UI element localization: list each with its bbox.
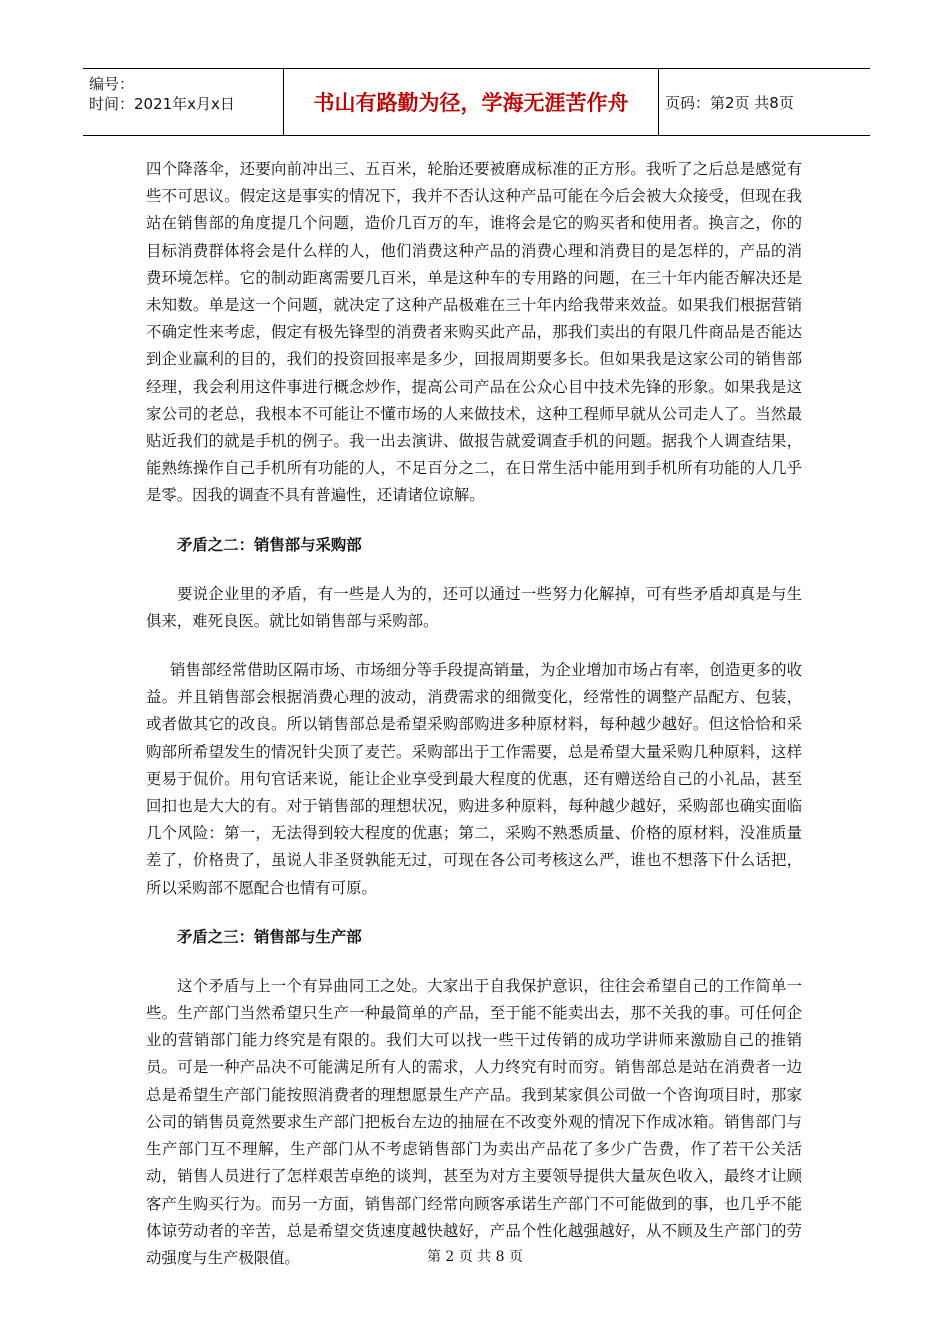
paragraph-2: 要说企业里的矛盾，有一些是人为的，还可以通过一些努力化解掉，可有些矛盾却真是与生俱来，难死良医。就比如销售部与采购部。 bbox=[146, 584, 802, 630]
paragraph-4: 这个矛盾与上一个有异曲同工之处。大家出于自我保护意识，往往会希望自己的工作简单一些。生产部门当然希望只生产一种最简单的产品，至于能不能卖出去，那不关我的事。可任何企业的营销部门能力终究是有限的。我们大可以找一些干过传销的成功学讲师来激励自己的推销员。可是一种产品决不可能满足所有人的需求，人力终究有时而穷。销售部总是站在消费者一边总是希望生产部门能按照消费者的理想愿景生产产品。我到某家俱公司做一个咨询项目时，那家公司的销售员竟然要求生产部门把板台左边的抽屉在不改变外观的情况下作成冰箱。销售部门与生产部门互不理解，生产部门从不考虑销售部门为卖出产品花了多少广告费，作了若干公关活动，销售人员进行了怎样艰苦卓绝的谈判，甚至为对方主要领导提供大量灰色收入，最终才让顾客产生购买行为。而另一方面，销售部门经常向顾客承诺生产部门不可能做到的事，也几乎不能体谅劳动者的辛苦，总是希望交货速度越快越好，产品个性化越强越好，从不顾及生产部门的劳动强度与生产极限值。 bbox=[146, 976, 802, 1267]
header-motto: 书山有路勤为径，学海无涯苦作舟 bbox=[284, 69, 659, 135]
document-body bbox=[146, 156, 802, 1272]
page-footer: 第 2 页 共 8 页 bbox=[426, 1249, 524, 1265]
header-meta-cell bbox=[83, 69, 284, 135]
header-page-label: 页码：第2页 共8页 bbox=[665, 93, 794, 112]
paragraph-1: 四个降落伞，还要向前冲出三、五百米，轮胎还要被磨成标准的正方形。我听了之后总是感觉有些不可思议。假定这是事实的情况下，我并不否认这种产品可能在今后会被大众接受，但现在我站在销售部的角度提几个问题，造价几百万的车，谁将会是它的购买者和使用者。换言之，你的目标消费群体将会是什么样的人，他们消费这种产品的消费心理和消费目的是怎样的，产品的消费环境怎样。它的制动距离需要几百米，单是这种车的专用路的问题，在三十年内能否解决还是未知数。单是这一个问题，就决定了这种产品极难在三十年内给我带来效益。如果我们根据营销不确定性来考虑，假定有极先锋型的消费者来购买此产品，那我们卖出的有限几件商品是否能达到企业赢利的目的，我们的投资回报率是多少，回报周期要多长。但如果我是这家公司的销售部经理，我会利用这件事进行概念炒作，提高公司产品在公众心目中技术先锋的形象。如果我是这家公司的老总，我根本不可能让不懂市场的人来做技术，这种工程师早就从公司走人了。当然最贴近我们的就是手机的例子。我一出去演讲、做报告就爱调查手机的问题。据我个人调查结果，能熟练操作自己手机所有功能的人，不足百分之二，在日常生活中能用到手机所有功能的人几乎是零。因我的调查不具有普遍性，还请诸位谅解。 bbox=[146, 160, 802, 505]
page-header bbox=[83, 68, 870, 136]
paragraph-3: 销售部经常借助区隔市场、市场细分等手段提高销量，为企业增加市场占有率，创造更多的收益。并且销售部会根据消费心理的波动，消费需求的细微变化，经常性的调整产品配方、包装，或者做其它的改良。所以销售部总是希望采购部购进多种原材料，每种越少越好。但这恰恰和采购部所希望发生的情况针尖顶了麦芒。采购部出于工作需要，总是希望大量采购几种原料，这样更易于侃价。用句官话来说，能让企业享受到最大程度的优惠，还有赠送给自己的小礼品，甚至回扣也是大大的有。对于销售部的理想状况，购进多种原料，每种越少越好，采购部也确实面临几个风险：第一，无法得到较大程度的优惠；第二，采购不熟悉质量、价格的原材料，没准质量差了，价格贵了，虽说人非圣贤孰能无过，可现在各公司考核这么严，谁也不想落下什么话把，所以采购部不愿配合也情有可原。 bbox=[146, 661, 802, 897]
time-label: 时间：2021年x月x日 bbox=[89, 95, 235, 113]
number-label: 编号： bbox=[89, 75, 135, 93]
section-heading-3: 矛盾之三：销售部与生产部 bbox=[177, 927, 362, 946]
section-heading-2: 矛盾之二：销售部与采购部 bbox=[177, 535, 362, 554]
